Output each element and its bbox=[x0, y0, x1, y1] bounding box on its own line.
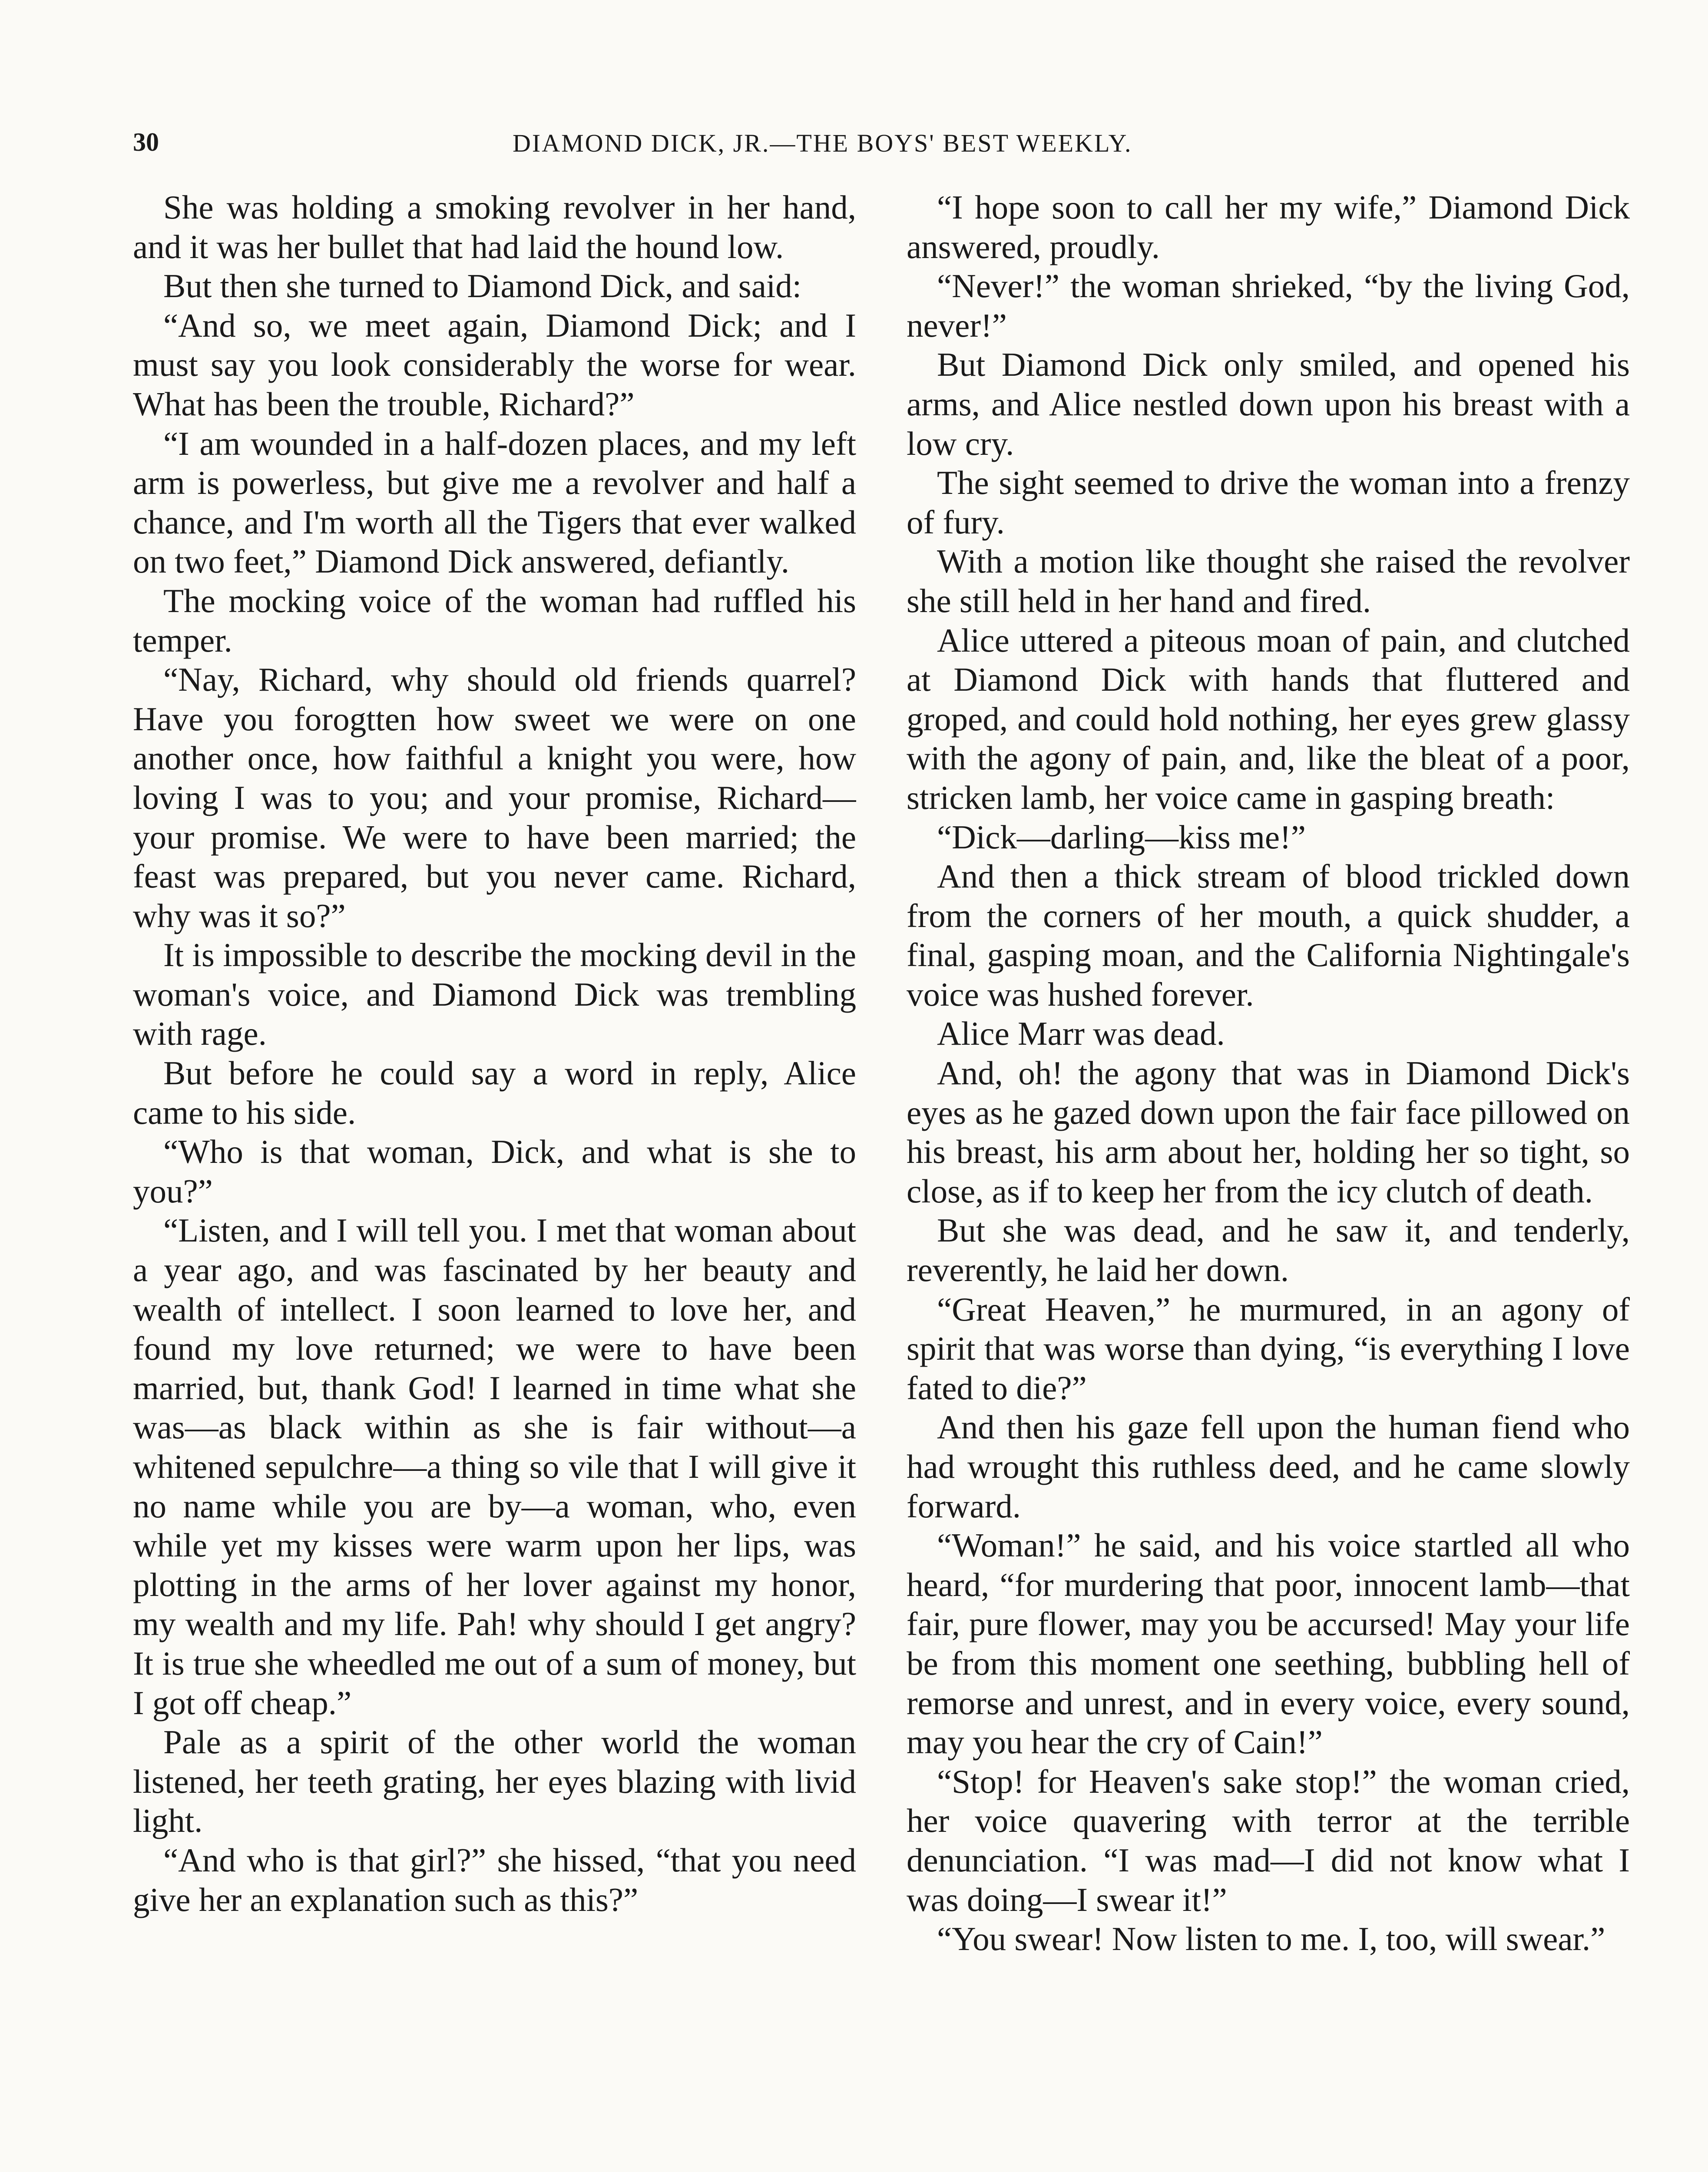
paragraph: With a motion like thought she raised the revolver she still held in her hand and fired. bbox=[907, 543, 1630, 619]
paragraph: “Who is that woman, Dick, and what is she to you?” bbox=[133, 1133, 856, 1210]
paragraph: And then a thick stream of blood trickled down from the corners of her mouth, a quick shudder, a final, gasping moan, and the California Nightingale's voice was hushed forever. bbox=[907, 858, 1630, 1013]
paragraph: She was holding a smoking revolver in her hand, and it was her bullet that had laid the hound low. bbox=[133, 189, 856, 265]
running-head: DIAMOND DICK, JR.—THE BOYS' BEST WEEKLY. bbox=[513, 129, 1132, 157]
paragraph: And, oh! the agony that was in Diamond Dick's eyes as he gazed down upon the fair face pillowed on his breast, his arm about her, holding her so tight, so close, as if to keep her from the icy clutch of death. bbox=[907, 1054, 1630, 1210]
paragraph: “Never!” the woman shrieked, “by the living God, never!” bbox=[907, 267, 1630, 344]
paragraph: “You swear! Now listen to me. I, too, will swear.” bbox=[937, 1920, 1605, 1958]
paragraph: “Woman!” he said, and his voice startled all who heard, “for murdering that poor, innocent lamb—that fair, pure flower, may you be accursed! May your life be from this moment one seething, bubbling hell of remorse and unrest, and in every voice, every sound, may you hear the cry of Cain!” bbox=[907, 1526, 1630, 1761]
paragraph: “And who is that girl?” she hissed, “that you need give her an explanation such as this?” bbox=[133, 1841, 856, 1918]
paragraph: Alice uttered a piteous moan of pain, and clutched at Diamond Dick with hands that fluttered and groped, and could hold nothing, her eyes grew glassy with the agony of pain, and, like the bleat of a poor, stricken lamb, her voice came in gasping breath: bbox=[907, 621, 1630, 816]
paragraph: And then his gaze fell upon the human fiend who had wrought this ruthless deed, and he came slowly forward. bbox=[907, 1408, 1630, 1525]
paragraph: “Nay, Richard, why should old friends quarrel? Have you forogtten how sweet we were on one another once, how faithful a knight you were, how loving I was to you; and your promise, Richard—your promise. We were to have been married; the feast was prepared, but you never came. Richard, why was it so?” bbox=[133, 661, 856, 934]
paragraph: But she was dead, and he saw it, and tenderly, reverently, he laid her down. bbox=[907, 1212, 1630, 1289]
paragraph: But then she turned to Diamond Dick, and said: bbox=[163, 267, 802, 305]
paragraph: It is impossible to describe the mocking devil in the woman's voice, and Diamond Dick was trembling with rage. bbox=[133, 936, 856, 1053]
paragraph: The mocking voice of the woman had ruffled his temper. bbox=[133, 582, 856, 659]
paragraph: Pale as a spirit of the other world the woman listened, her teeth grating, her eyes blazing with livid light. bbox=[133, 1723, 856, 1840]
paragraph: “Great Heaven,” he murmured, in an agony of spirit that was worse than dying, “is everything I love fated to die?” bbox=[907, 1290, 1630, 1407]
paragraph: Alice Marr was dead. bbox=[937, 1015, 1225, 1053]
paragraph: “I am wounded in a half-dozen places, and my left arm is powerless, but give me a revolver and half a chance, and I'm worth all the Tigers that ever walked on two feet,” Diamond Dick answered, defiantly. bbox=[133, 424, 856, 580]
page-number: 30 bbox=[133, 128, 159, 156]
paragraph: But Diamond Dick only smiled, and opened his arms, and Alice nestled down upon his breast with a low cry. bbox=[907, 346, 1630, 462]
right-column bbox=[907, 188, 1630, 2172]
paragraph: “Dick—darling—kiss me!” bbox=[937, 818, 1306, 856]
paragraph: But before he could say a word in reply, Alice came to his side. bbox=[133, 1054, 856, 1131]
paragraph: “And so, we meet again, Diamond Dick; and I must say you look considerably the worse for wear. What has been the trouble, Richard?” bbox=[133, 306, 856, 423]
left-column bbox=[133, 188, 856, 2172]
paragraph: “Listen, and I will tell you. I met that woman about a year ago, and was fascinated by her beauty and wealth of intellect. I soon learned to love her, and found my love returned; we were to have been married, but, thank God! I learned in time what she was—as black within as she is fair without—a whitened sepulchre—a thing so vile that I will give it no name while you are by—a woman, who, even while yet my kisses were warm upon her lips, was plotting in the arms of her lover against my honor, my wealth and my life. Pah! why should I get angry? It is true she wheedled me out of a sum of money, but I got off cheap.” bbox=[133, 1212, 856, 1722]
paragraph: “Stop! for Heaven's sake stop!” the woman cried, her voice quavering with terror at the terrible denunciation. “I was mad—I did not know what I was doing—I swear it!” bbox=[907, 1762, 1630, 1918]
paragraph: “I hope soon to call her my wife,” Diamond Dick answered, proudly. bbox=[907, 189, 1630, 265]
paragraph: The sight seemed to drive the woman into a frenzy of fury. bbox=[907, 464, 1630, 541]
